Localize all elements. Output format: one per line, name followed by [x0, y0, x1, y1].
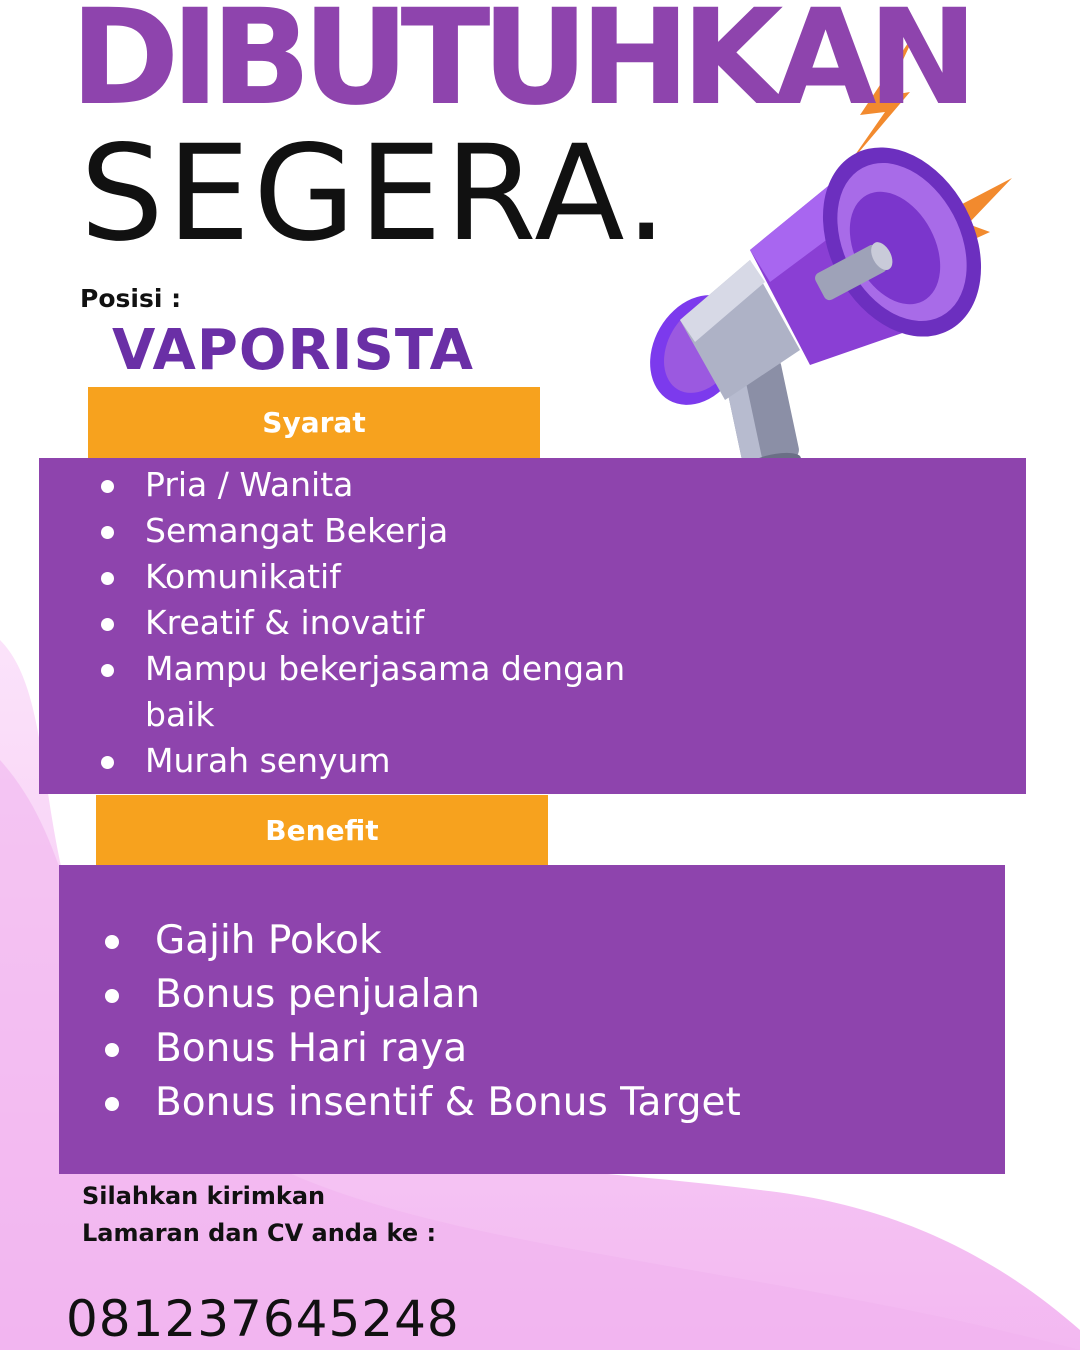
bullet-icon	[105, 1043, 119, 1057]
headline: DIBUTUHKAN	[70, 0, 970, 135]
requirements-panel	[39, 458, 1026, 794]
contact-note-line2: Lamaran dan CV anda ke :	[82, 1219, 437, 1247]
benefits-tab-label: Benefit	[265, 813, 379, 847]
benefits-tab	[96, 795, 548, 865]
requirements-list	[39, 462, 1026, 784]
position-label: Posisi :	[80, 284, 182, 313]
list-item: Bonus Hari raya	[59, 1022, 1005, 1076]
bullet-icon	[101, 756, 114, 769]
list-item: Gajih Pokok	[59, 914, 1005, 968]
benefits-panel	[59, 865, 1005, 1174]
bullet-icon	[101, 618, 114, 631]
list-item: Bonus insentif & Bonus Target	[59, 1076, 1005, 1130]
bullet-icon	[101, 572, 114, 585]
bullet-icon	[105, 1097, 119, 1111]
bullet-icon	[101, 526, 114, 539]
bullet-icon	[101, 480, 114, 493]
list-item: Semangat Bekerja	[39, 508, 1026, 554]
requirements-tab-label: Syarat	[262, 406, 366, 439]
subheadline: SEGERA.	[80, 117, 671, 271]
benefits-list	[59, 914, 1005, 1130]
contact-note-line1: Silahkan kirimkan	[82, 1182, 326, 1210]
list-item: Mampu bekerjasama dengan baik	[39, 646, 705, 738]
list-item: Bonus penjualan	[59, 968, 1005, 1022]
list-item: Pria / Wanita	[39, 462, 1026, 508]
position-title: VAPORISTA	[112, 318, 475, 383]
bullet-icon	[101, 664, 114, 677]
requirements-tab	[88, 387, 540, 458]
contact-note	[82, 1178, 436, 1252]
list-item: Komunikatif	[39, 554, 1026, 600]
list-item: Murah senyum	[39, 738, 1026, 784]
list-item: Kreatif & inovatif	[39, 600, 1026, 646]
bullet-icon	[105, 989, 119, 1003]
bullet-icon	[105, 935, 119, 949]
phone-number[interactable]: 081237645248	[66, 1290, 460, 1348]
